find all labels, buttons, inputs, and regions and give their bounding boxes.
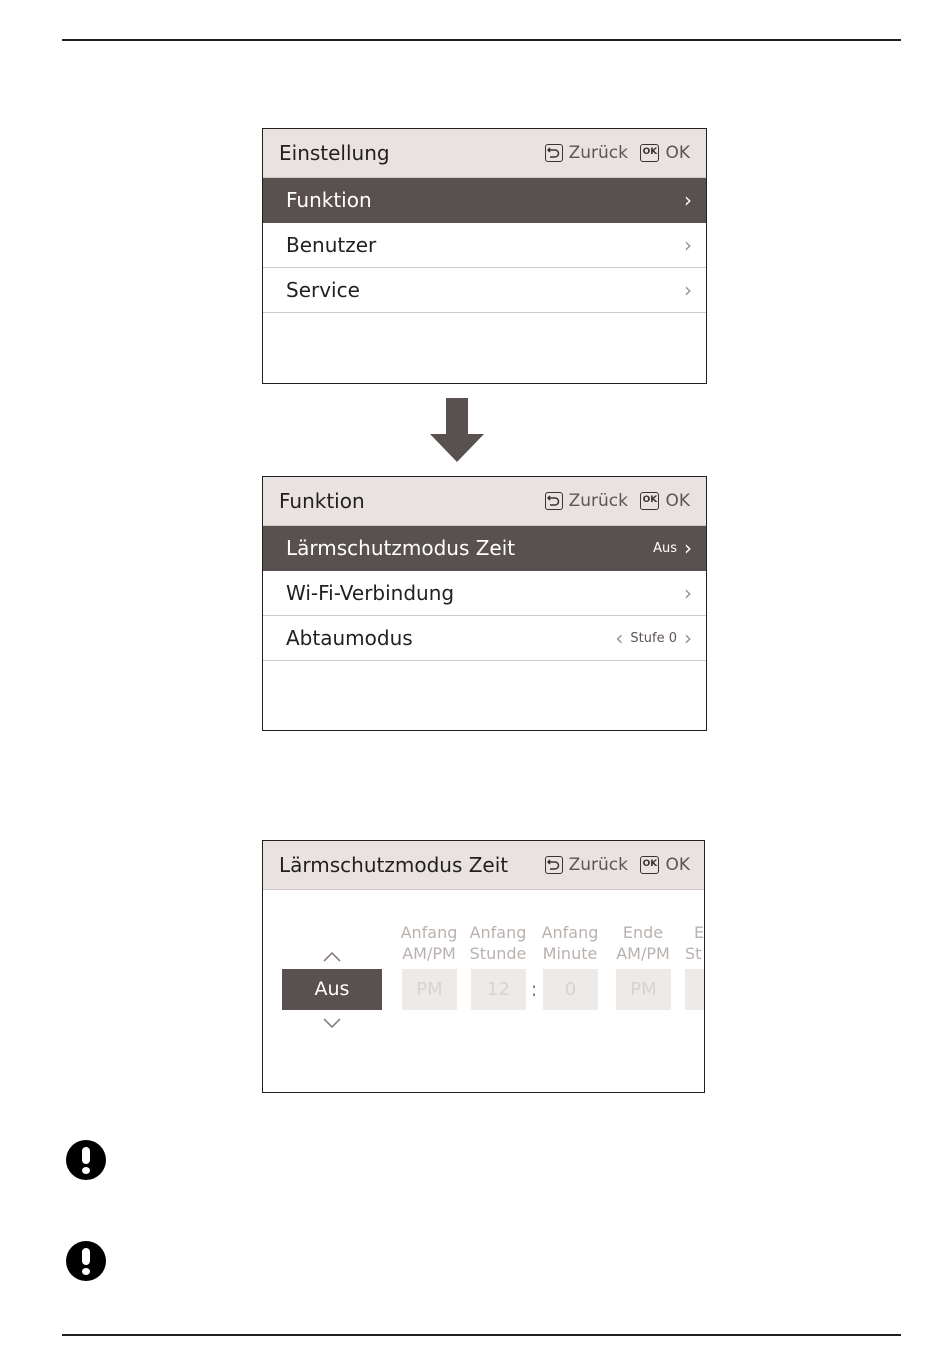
menu-item-abtaumodus[interactable]: [263, 616, 706, 661]
mode-selector[interactable]: Aus: [282, 969, 382, 1010]
column-header-line: AM/PM: [402, 944, 456, 963]
panel-header: [263, 129, 706, 178]
ok-button[interactable]: [640, 477, 690, 525]
top-rule: [62, 39, 901, 41]
panel-title: Lärmschutzmodus Zeit: [279, 853, 509, 877]
menu-item-label: Abtaumodus: [286, 626, 413, 650]
ok-button[interactable]: [640, 841, 690, 889]
chevron-down-icon[interactable]: [323, 1018, 341, 1029]
panel-title: Funktion: [279, 489, 365, 513]
column-header-line: Anfang: [469, 923, 527, 942]
ok-button[interactable]: [640, 129, 690, 177]
menu-item-label: Service: [286, 278, 360, 302]
column-header-start-minute: [535, 922, 605, 964]
column-header-end-hour: [684, 922, 704, 964]
chevron-right-icon: ›: [684, 188, 692, 212]
column-header-start-hour: [463, 922, 533, 964]
panel-header: [263, 841, 704, 890]
start-hour-field: 12: [471, 969, 526, 1010]
end-ampm-field: PM: [616, 969, 671, 1010]
column-header-line: AM/PM: [616, 944, 670, 963]
back-label: Zurück: [568, 855, 628, 875]
important-note-icon: [66, 1140, 106, 1180]
menu-item-wifi[interactable]: [263, 571, 706, 616]
back-button[interactable]: [545, 129, 628, 177]
menu-item-benutzer[interactable]: [263, 223, 706, 268]
back-button[interactable]: [545, 841, 628, 889]
ok-icon: OK: [640, 856, 659, 874]
column-header-end-hour-clip: [684, 922, 704, 966]
menu-item-laermschutzmodus[interactable]: [263, 526, 706, 571]
menu-item-label: Benutzer: [286, 233, 377, 257]
ok-icon: OK: [640, 144, 659, 162]
column-header-line: Minute: [542, 944, 598, 963]
menu-item-label: Lärmschutzmodus Zeit: [286, 536, 516, 560]
settings-panel: [262, 128, 707, 384]
column-header-end-ampm: [608, 922, 678, 964]
panel-title: Einstellung: [279, 141, 390, 165]
start-ampm-field: PM: [402, 969, 457, 1010]
column-header-start-ampm: [394, 922, 464, 964]
column-header-line: St: [685, 944, 702, 963]
start-minute-field: 0: [543, 969, 598, 1010]
down-arrow-icon: [430, 398, 484, 462]
menu-item-value: Aus: [653, 541, 677, 556]
ok-label: OK: [665, 855, 690, 875]
back-icon: [545, 144, 563, 162]
bottom-rule: [62, 1334, 901, 1336]
back-label: Zurück: [568, 143, 628, 163]
chevron-left-icon[interactable]: ‹: [615, 626, 624, 650]
panel-header: [263, 477, 706, 526]
column-header-line: Ende: [622, 923, 664, 942]
column-header-line: Anfang: [541, 923, 599, 942]
menu-item-service[interactable]: [263, 268, 706, 313]
ok-icon: OK: [640, 492, 659, 510]
ok-label: OK: [665, 491, 690, 511]
column-header-line: E: [694, 923, 704, 942]
menu-item-label: Wi-Fi-Verbindung: [286, 581, 455, 605]
ok-label: OK: [665, 143, 690, 163]
time-separator: :: [530, 977, 538, 1001]
back-icon: [545, 856, 563, 874]
end-hour-field: [685, 969, 704, 1010]
menu-item-funktion[interactable]: [263, 178, 706, 223]
function-panel: [262, 476, 707, 731]
column-header-line: Stunde: [469, 944, 527, 963]
chevron-right-icon: ›: [684, 536, 692, 560]
quiet-mode-time-panel: [262, 840, 705, 1093]
back-icon: [545, 492, 563, 510]
back-label: Zurück: [568, 491, 628, 511]
chevron-up-icon[interactable]: [323, 951, 341, 962]
chevron-right-icon[interactable]: ›: [684, 626, 692, 650]
chevron-right-icon: ›: [684, 581, 692, 605]
column-header-line: Anfang: [400, 923, 458, 942]
chevron-right-icon: ›: [684, 233, 692, 257]
menu-item-value: Stufe 0: [630, 631, 677, 646]
chevron-right-icon: ›: [684, 278, 692, 302]
important-note-icon: [66, 1241, 106, 1281]
back-button[interactable]: [545, 477, 628, 525]
menu-item-label: Funktion: [286, 188, 372, 212]
